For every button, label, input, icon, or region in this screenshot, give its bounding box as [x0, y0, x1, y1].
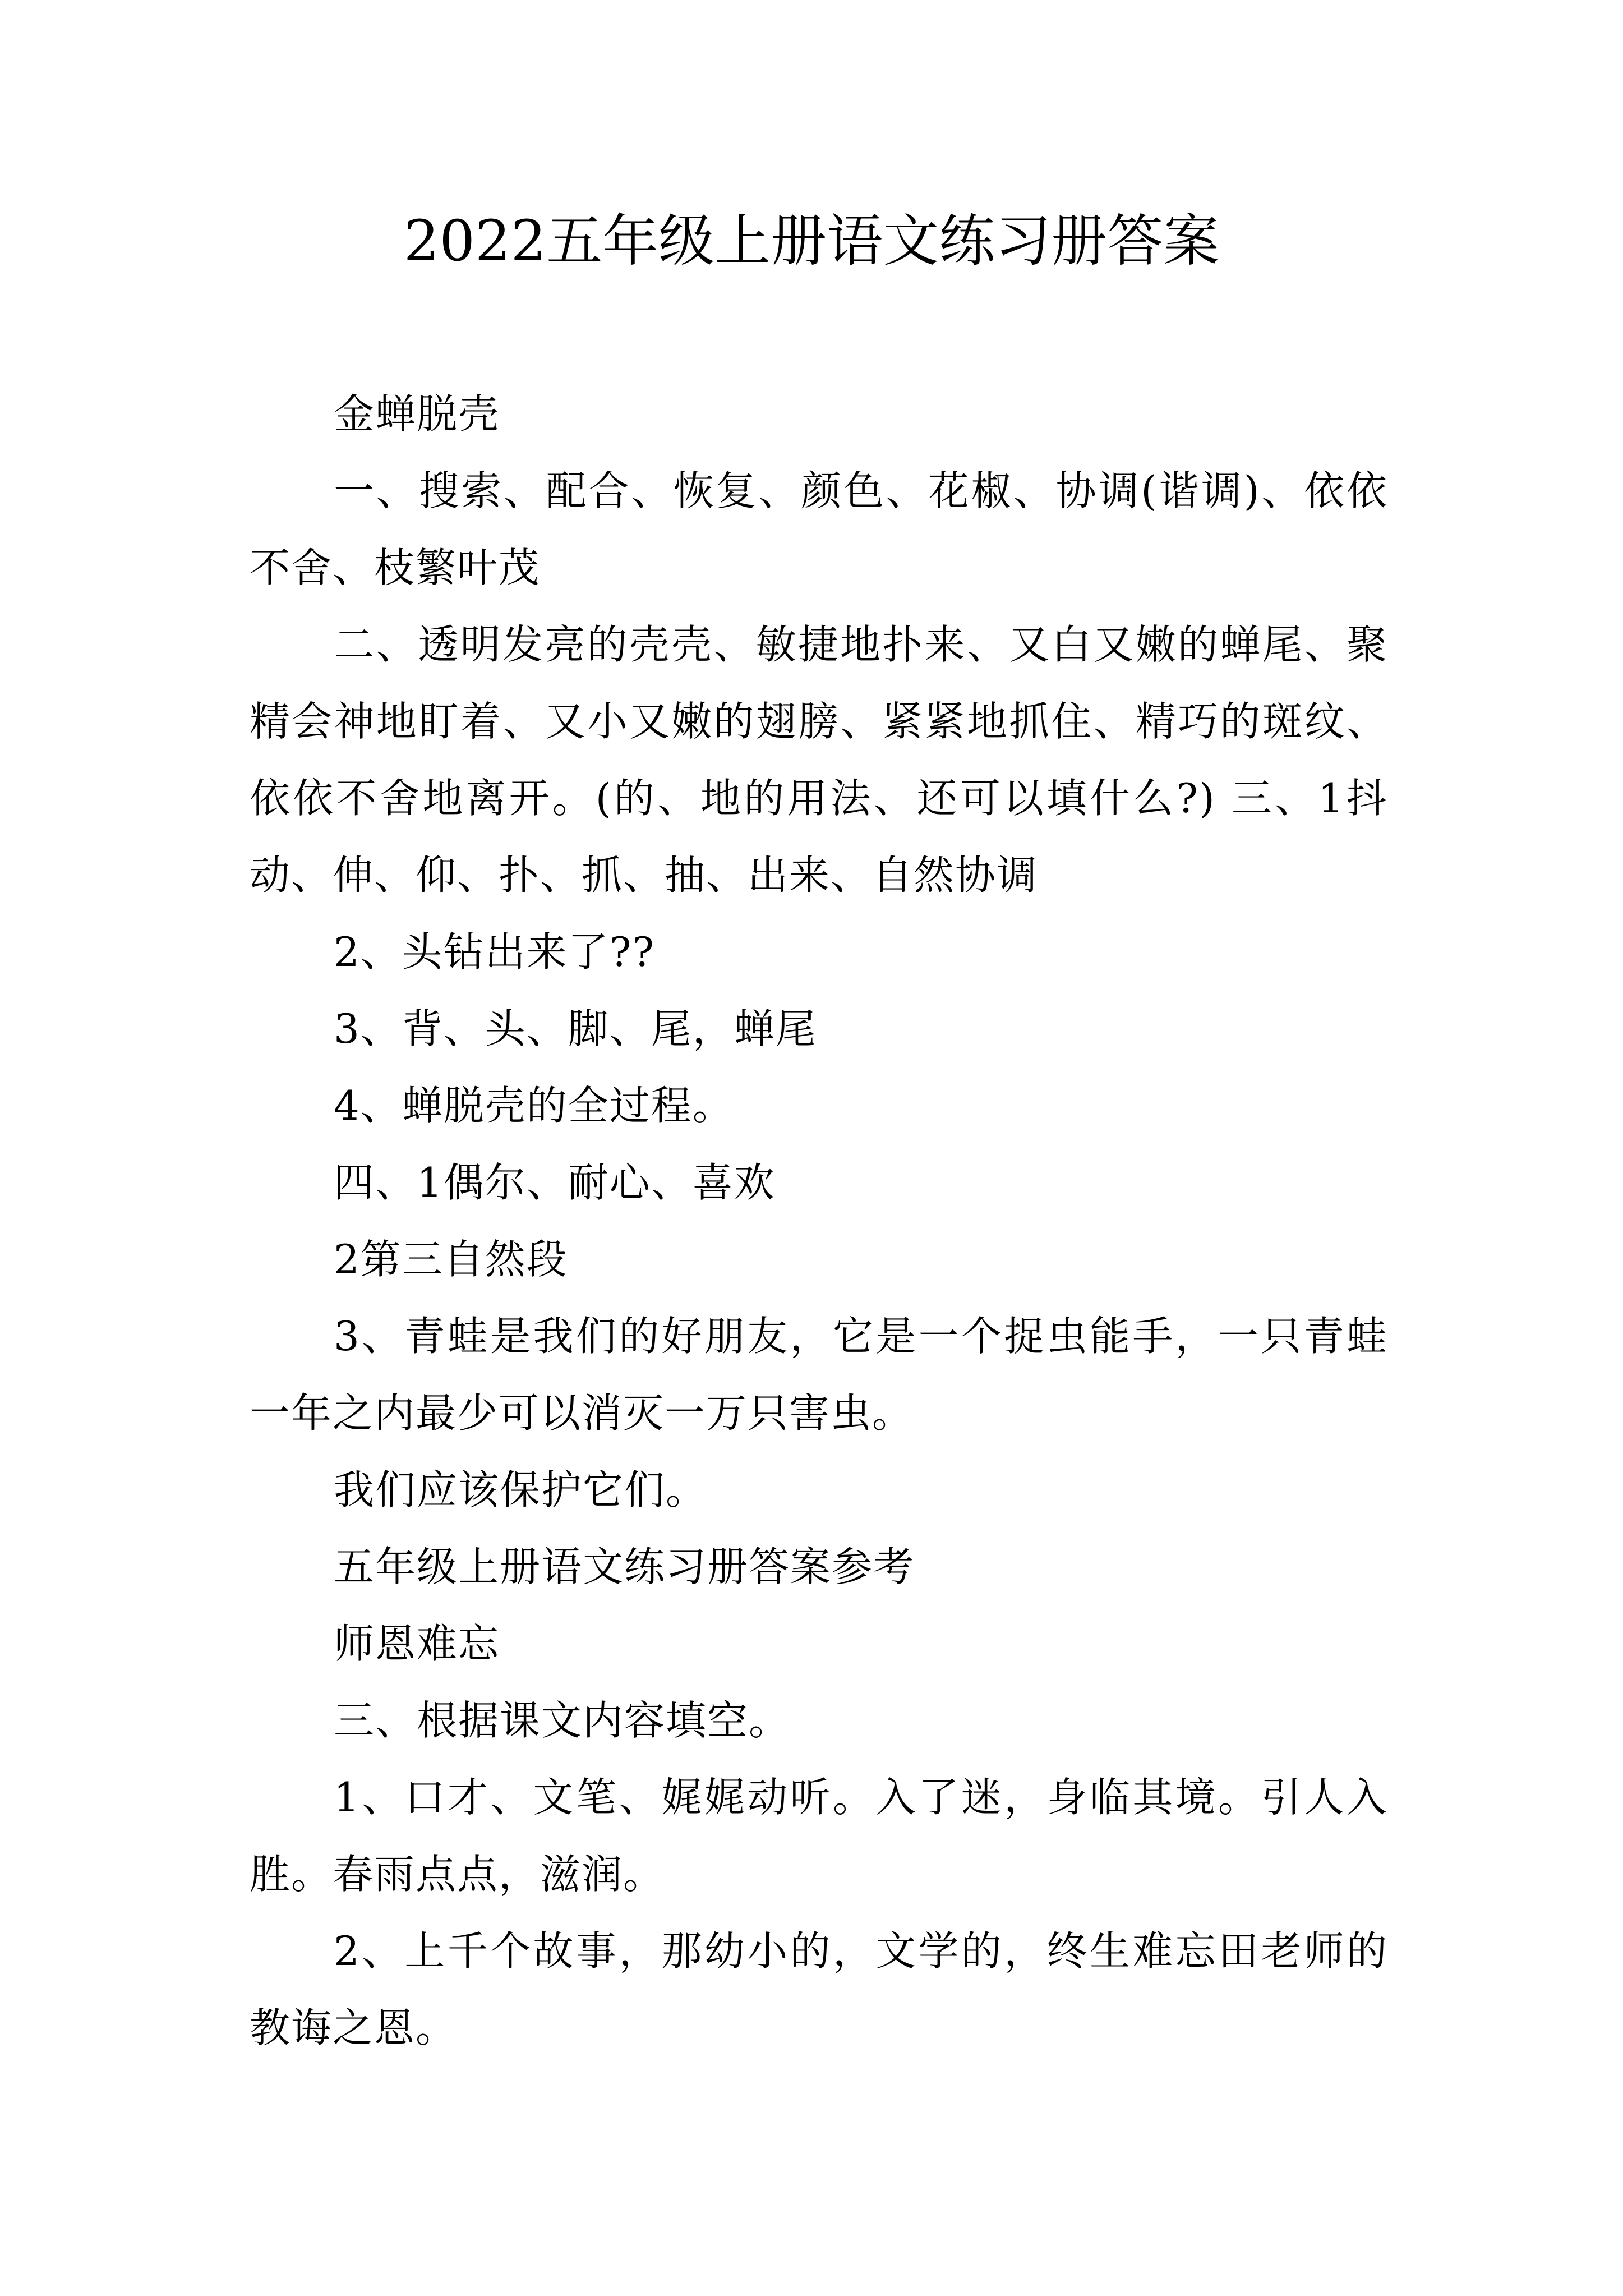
paragraph: 3、背、头、脚、尾，蝉尾: [334, 1005, 817, 1052]
paragraph: 1、口才、文笔、娓娓动听。入了迷，身临其境。引人入胜。春雨点点，滋润。: [250, 1774, 1388, 1898]
paragraph: 2第三自然段: [334, 1236, 568, 1283]
paragraph: 2、上千个故事，那幼小的，文学的，终生难忘田老师的教诲之恩。: [250, 1927, 1388, 2051]
paragraph: 一、搜索、配合、恢复、颜色、花椒、协调(谐调)、依依不舍、枝繁叶茂: [250, 467, 1388, 591]
paragraph: 四、1偶尔、耐心、喜欢: [334, 1159, 776, 1206]
paragraph: 二、透明发亮的壳壳、敏捷地扑来、又白又嫩的蝉尾、聚精会神地盯着、又小又嫩的翅膀、紧紧地抓住、精巧的斑纹、依依不舍地离开。(的、地的用法、还可以填什么?) 三、1抖动、伸、仰、扑、抓、抽、出来、自然协调: [250, 621, 1388, 899]
paragraph-heading-jinchan: 金蝉脱壳: [334, 390, 500, 438]
document-title: 2022五年级上册语文练习册答案: [403, 208, 1220, 274]
paragraph: 三、根据课文内容填空。: [334, 1697, 791, 1744]
document-body: [250, 376, 1388, 2067]
paragraph-heading-shien: 师恩难忘: [334, 1620, 500, 1667]
paragraph: 4、蝉脱壳的全过程。: [334, 1082, 734, 1129]
paragraph: 3、青蛙是我们的好朋友，它是一个捉虫能手，一只青蛙一年之内最少可以消灭一万只害虫。: [250, 1313, 1388, 1437]
paragraph-subtitle: 五年级上册语文练习册答案参考: [334, 1543, 915, 1590]
paragraph: 2、头钻出来了??: [334, 928, 656, 976]
paragraph: 我们应该保护它们。: [334, 1466, 708, 1513]
